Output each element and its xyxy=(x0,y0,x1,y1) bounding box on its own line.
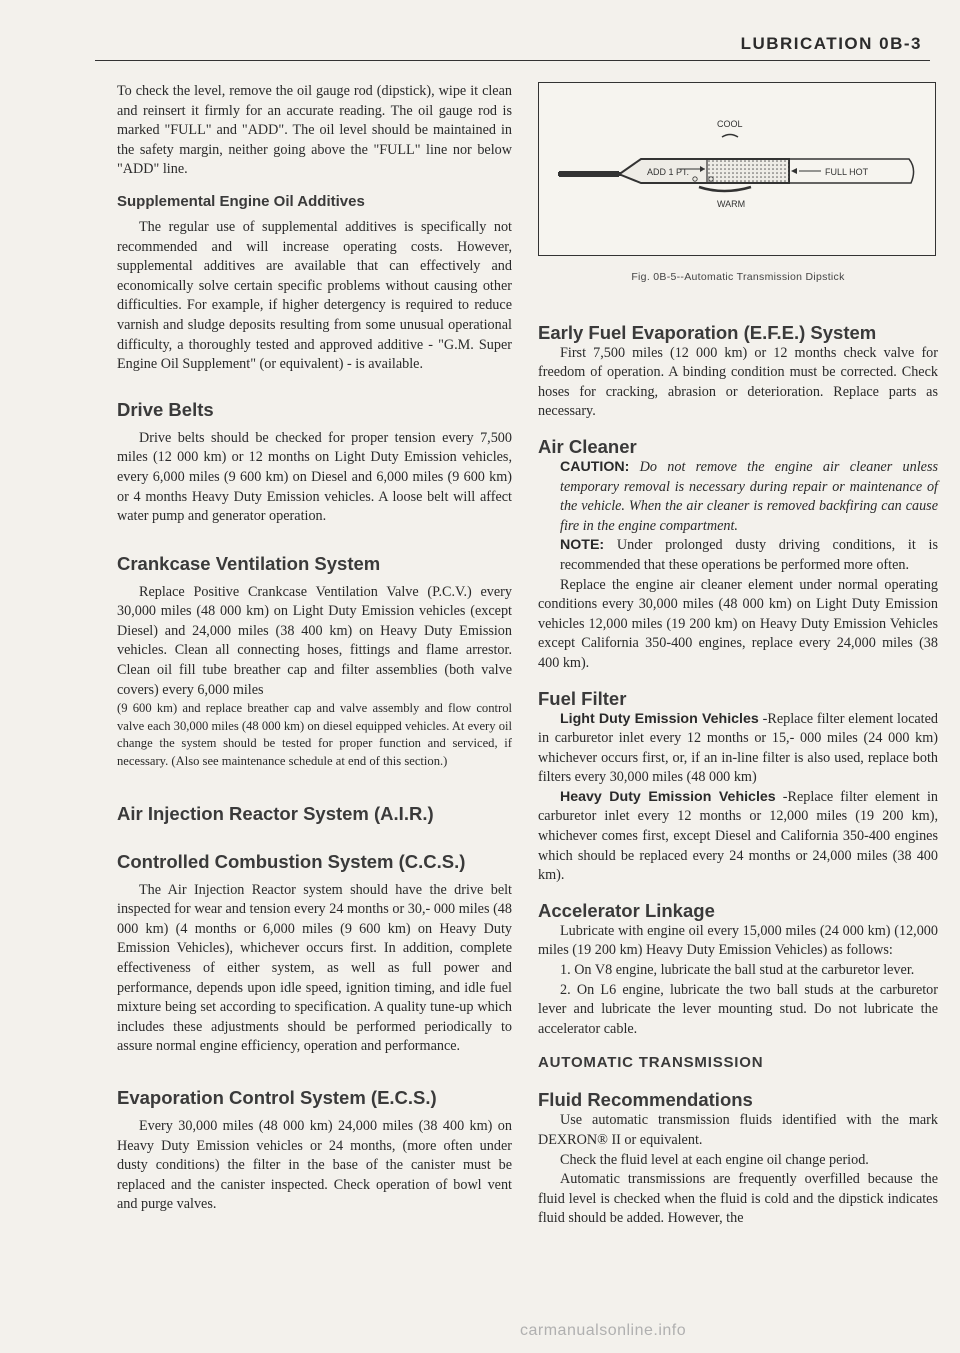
caution-label: CAUTION: xyxy=(560,458,630,475)
full-hot-label: FULL HOT xyxy=(825,167,869,177)
air-injection-paragraph: The Air Injection Reactor system should have the drive belt inspected for wear and tension every 24 months or 30,- 000 miles (48 000 km) (4 months or 6,000 miles (9 600 km) on Heavy Duty Emission Vehicles), whichever occurs first. In addition, complete effectiveness of either system, as well as full power and performance, depends upon idle speed, ignition timing, and idle fuel mixture being set according to specification. A quality tune-up which includes these adjustments should be performed periodically to assure normal engine efficiency, operation and performance. xyxy=(117,881,512,1055)
cool-label: COOL xyxy=(717,119,743,129)
drive-belts-paragraph: Drive belts should be checked for proper tension every 7,500 miles (12 000 km) or 12 months on Light Duty Emission vehicles, every 6,000 miles (9 600 km) on Diesel and 6,000 miles (9 600 km) or 4 months Heavy Duty Emission vehicles. A loose belt will affect water pump and generator operation. xyxy=(117,429,512,525)
light-duty-text: -Replace filter element located in carburetor inlet every 12 months or 15,- 000 miles (24 000 km) whichever occurs first, or, if an in-line filter is also used, replace both filters every 30,000 miles (48 000 km) xyxy=(538,710,938,786)
light-duty-paragraph xyxy=(538,710,938,788)
heavy-duty-text: -Replace filter element in carburetor inlet every 12 months or 12,000 miles (19 200 km), whichever comes first, except Diesel and California 350-400 engines which should be replaced every 24 months or 24,000 miles (38 400 km). xyxy=(538,788,939,884)
accelerator-step-2: 2. On L6 engine, lubricate the two ball studs at the carburetor lever and lubricate the lever mounting stud. Do not lubricate the accelerator cable. xyxy=(538,981,938,1037)
add-label: ADD 1 PT. xyxy=(647,167,690,177)
efe-paragraph: First 7,500 miles (12 000 km) or 12 months check valve for freedom of operation. A binding condition must be corrected. Check hoses for cracking, abrasion or deterioration. Replace parts as necessary. xyxy=(538,344,938,420)
fluid-heading: Fluid Recommendations xyxy=(538,1089,753,1111)
fluid-paragraph-2: Check the fluid level at each engine oil change period. xyxy=(560,1151,869,1168)
air-cleaner-heading: Air Cleaner xyxy=(538,435,637,457)
efe-heading: Early Fuel Evaporation (E.F.E.) System xyxy=(538,321,877,343)
accelerator-step-1: 1. On V8 engine, lubricate the ball stud at the carburetor lever. xyxy=(560,962,915,979)
page-title: LUBRICATION 0B-3 xyxy=(740,34,922,53)
figure-caption: Fig. 0B-5--Automatic Transmission Dipstick xyxy=(631,271,845,283)
crankcase-heading: Crankcase Ventilation System xyxy=(117,552,381,574)
light-duty-label: Light Duty Emission Vehicles xyxy=(560,710,759,727)
additives-heading: Supplemental Engine Oil Additives xyxy=(117,192,365,210)
air-cleaner-paragraph: Replace the engine air cleaner element under normal operating conditions every 30,000 miles (48 000 km) on Light Duty Emission vehicles 12,000 miles (19 200 km) on Heavy Duty Emission Vehicles except California 350-400 engines, replace every 24,000 miles (38 400 km). xyxy=(538,576,938,671)
fluid-paragraph-1: Use automatic transmission fluids identified with the mark DEXRON® II or equivalent. xyxy=(538,1112,938,1148)
check-level-paragraph: To check the level, remove the oil gauge rod (dipstick), wipe it clean and reinsert it firmly for an accurate reading. The oil gauge rod is marked "FULL" and "ADD". The oil level should be maintained in the safety margin, neither going above the "FULL" line nor below "ADD" line. xyxy=(117,83,512,178)
page-header xyxy=(95,30,930,61)
site-watermark: carmanualsonline.info xyxy=(520,1322,687,1339)
note-label: NOTE: xyxy=(560,537,605,554)
heavy-duty-label: Heavy Duty Emission Vehicles xyxy=(560,788,776,805)
caution-text: Do not remove the engine air cleaner unless temporary removal is necessary during repair or maintenance of the vehicle. When the air cleaner is removed backfiring can cause fire in the engine compartment. xyxy=(560,458,938,534)
additives-paragraph: The regular use of supplemental additives is specifically not recommended and will increase operating costs. However, supplemental additives are available that can effectively and economically solve certain specific problems without causing other difficulties. For example, if higher detergency is required to reduce varnish and sludge deposits resulting from some unusual operational difficulty, a thoroughly tested and approved additive - "G.M. Super Engine Oil Supplement" (or equivalent) - is available. xyxy=(117,218,512,373)
air-injection-heading: Air Injection Reactor System (A.I.R.) xyxy=(117,802,434,824)
note-paragraph xyxy=(538,536,938,575)
crankcase-paragraph-b: (9 600 km) and replace breather cap and valve assembly and flow control valve each 30,000 miles (48 000 km) on diesel equipped vehicles. At every oil change the system should be tested for proper function and serviced, if necessary. (Also see maintenance schedule at end of this section.) xyxy=(117,701,512,769)
right-column xyxy=(538,82,938,1229)
note-text: Under prolonged dusty driving conditions, it is recommended that these operations be performed more often. xyxy=(560,537,938,573)
caution-paragraph xyxy=(538,458,938,536)
drive-belts-heading: Drive Belts xyxy=(117,398,214,420)
fluid-paragraph-3: Automatic transmissions are frequently overfilled because the fluid level is checked when the fluid is cold and the dipstick indicates fluid should be added. However, the xyxy=(538,1171,938,1227)
dipstick-figure xyxy=(538,82,936,256)
evaporation-paragraph: Every 30,000 miles (48 000 km) 24,000 miles (38 400 km) on Heavy Duty Emission vehicles or 24 months, (more often under dusty conditions) the filter in the base of the canister must be replaced and the canister inspected. Check operation of bowl vent and purge valves. xyxy=(117,1117,512,1213)
evaporation-heading: Evaporation Control System (E.C.S.) xyxy=(117,1086,437,1108)
ccs-heading: Controlled Combustion System (C.C.S.) xyxy=(117,850,466,872)
warm-label: WARM xyxy=(717,199,746,209)
automatic-transmission-heading: AUTOMATIC TRANSMISSION xyxy=(538,1054,764,1072)
left-column xyxy=(117,82,512,1215)
crankcase-paragraph-a: Replace Positive Crankcase Ventilation Valve (P.C.V.) every 30,000 miles (48 000 km) on Light Duty Emission vehicles (except Diesel) and 24,000 miles (38 400 km) on Heavy Duty Emission vehicles. Clean all connecting hoses, fittings and flame arrestor. Clean oil fill tube breather cap and filter assemblies (both valve covers) every 6,000 miles xyxy=(117,583,512,698)
heavy-duty-paragraph xyxy=(538,788,938,886)
accelerator-heading: Accelerator Linkage xyxy=(538,899,715,921)
accelerator-paragraph: Lubricate with engine oil every 15,000 miles (24 000 km) (12,000 miles (19 200 km) Heavy Duty Emission Vehicles) as follows: xyxy=(538,922,938,959)
dipstick-diagram xyxy=(539,83,935,255)
fuel-filter-heading: Fuel Filter xyxy=(538,687,627,709)
